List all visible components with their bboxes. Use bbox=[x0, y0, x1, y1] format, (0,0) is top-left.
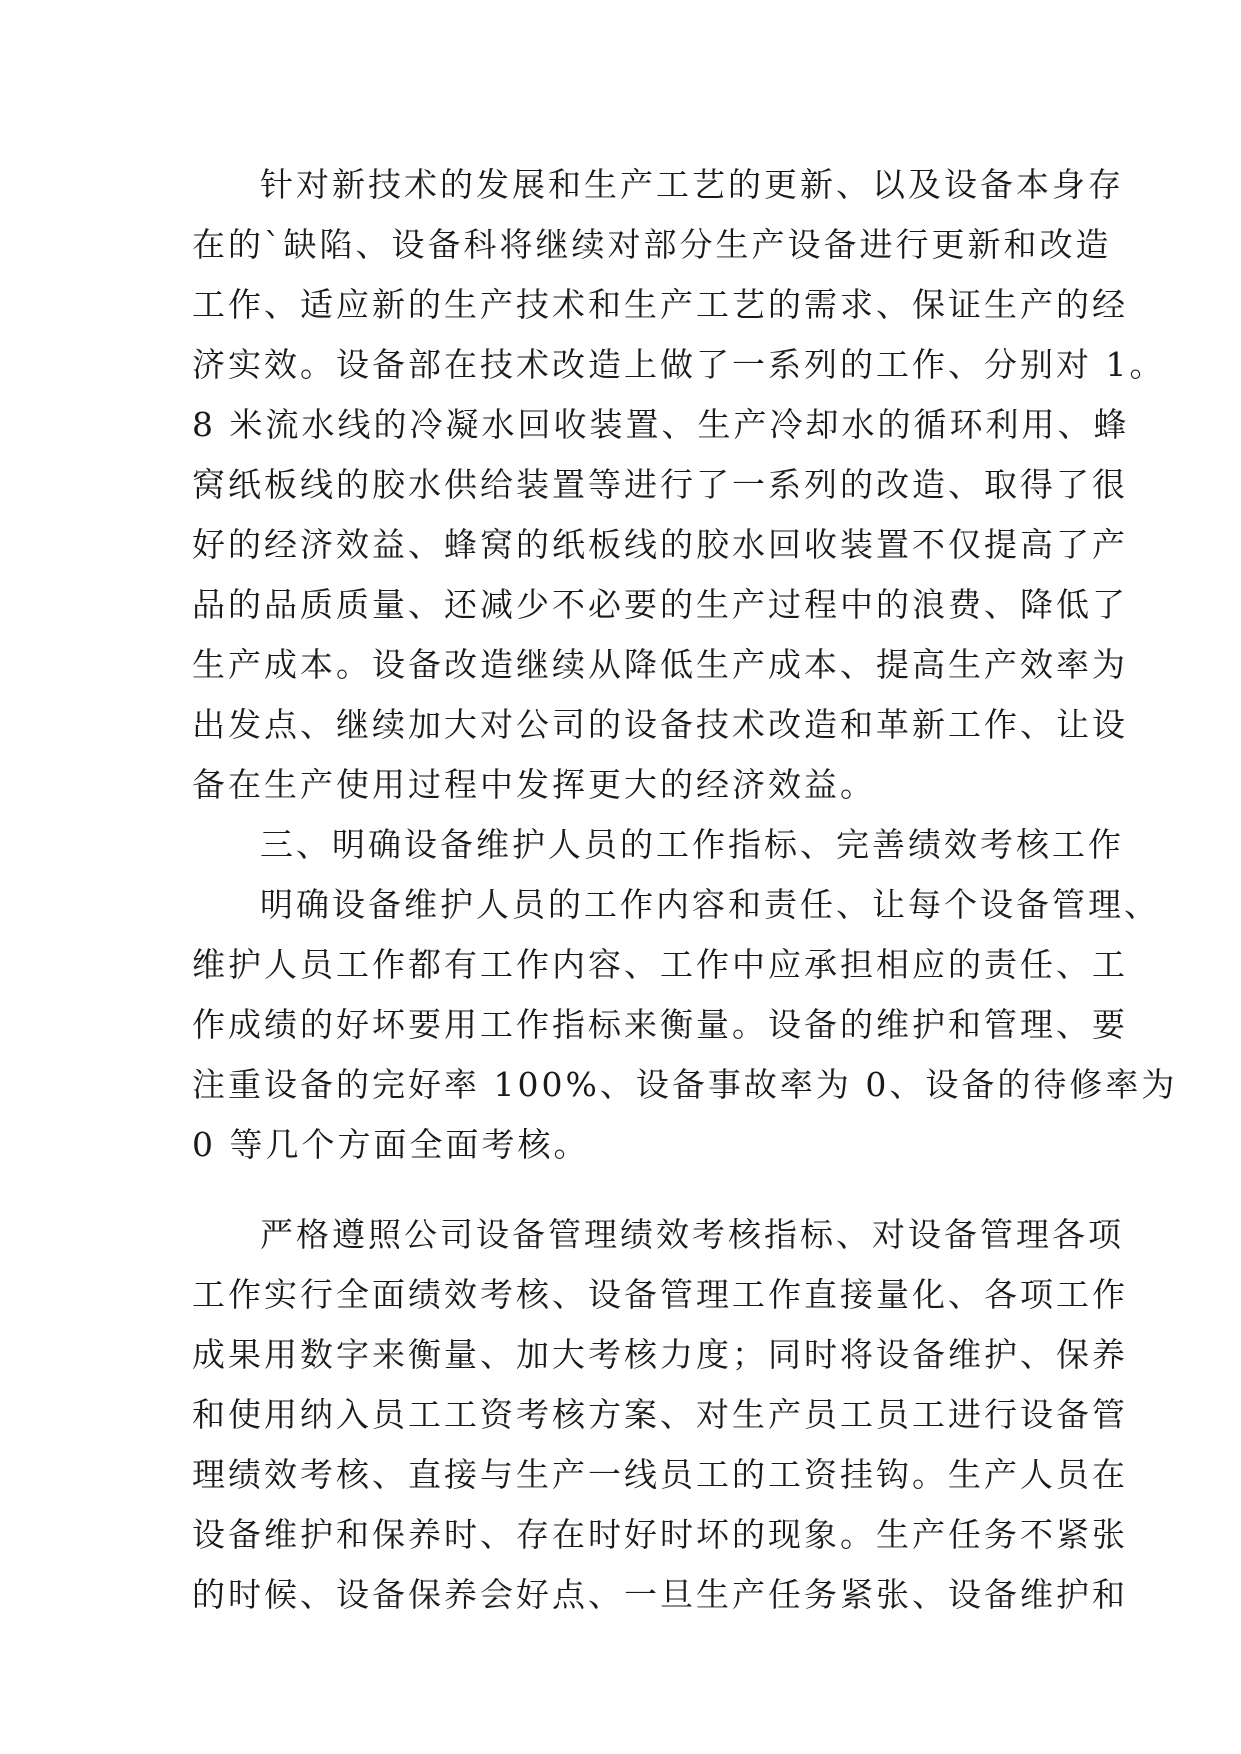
text-line: 工作、适应新的生产技术和生产工艺的需求、保证生产的经 bbox=[192, 285, 1128, 324]
text-line: 0 等几个方面全面考核。 bbox=[192, 1125, 590, 1164]
text-line: 和使用纳入员工工资考核方案、对生产员工员工进行设备管 bbox=[192, 1395, 1128, 1434]
section-heading: 三、明确设备维护人员的工作指标、完善绩效考核工作 bbox=[260, 825, 1124, 864]
text-line: 注重设备的完好率 100%、设备事故率为 0、设备的待修率为 bbox=[192, 1065, 1178, 1104]
text-line: 严格遵照公司设备管理绩效考核指标、对设备管理各项 bbox=[260, 1215, 1124, 1254]
text-line: 设备维护和保养时、存在时好时坏的现象。生产任务不紧张 bbox=[192, 1515, 1128, 1554]
document-body bbox=[192, 155, 1178, 1625]
text-line: 8 米流水线的冷凝水回收装置、生产冷却水的循环利用、蜂 bbox=[192, 405, 1130, 444]
text-line: 出发点、继续加大对公司的设备技术改造和革新工作、让设 bbox=[192, 705, 1128, 744]
text-line: 理绩效考核、直接与生产一线员工的工资挂钩。生产人员在 bbox=[192, 1455, 1128, 1494]
text-line: 工作实行全面绩效考核、设备管理工作直接量化、各项工作 bbox=[192, 1275, 1128, 1314]
text-line: 备在生产使用过程中发挥更大的经济效益。 bbox=[192, 765, 876, 804]
paragraph-performance-assessment bbox=[192, 1205, 1128, 1625]
text-line: 的时候、设备保养会好点、一旦生产任务紧张、设备维护和 bbox=[192, 1575, 1128, 1614]
paragraph-maintenance-responsibility bbox=[192, 875, 1178, 1175]
text-line: 针对新技术的发展和生产工艺的更新、以及设备本身存 bbox=[260, 165, 1124, 204]
text-line: 在的`缺陷、设备科将继续对部分生产设备进行更新和改造 bbox=[192, 225, 1112, 264]
text-line: 济实效。设备部在技术改造上做了一系列的工作、分别对 1。 bbox=[192, 345, 1166, 384]
text-line: 维护人员工作都有工作内容、工作中应承担相应的责任、工 bbox=[192, 945, 1128, 984]
text-line: 成果用数字来衡量、加大考核力度；同时将设备维护、保养 bbox=[192, 1335, 1128, 1374]
text-line: 作成绩的好坏要用工作指标来衡量。设备的维护和管理、要 bbox=[192, 1005, 1128, 1044]
paragraph-spacer bbox=[192, 1175, 1062, 1205]
text-line: 品的品质质量、还减少不必要的生产过程中的浪费、降低了 bbox=[192, 585, 1128, 624]
text-line: 窝纸板线的胶水供给装置等进行了一系列的改造、取得了很 bbox=[192, 465, 1128, 504]
text-line: 明确设备维护人员的工作内容和责任、让每个设备管理、 bbox=[260, 885, 1160, 924]
text-line: 生产成本。设备改造继续从降低生产成本、提高生产效率为 bbox=[192, 645, 1128, 684]
text-line: 好的经济效益、蜂窝的纸板线的胶水回收装置不仅提高了产 bbox=[192, 525, 1128, 564]
paragraph-equipment-upgrade bbox=[192, 155, 1166, 815]
